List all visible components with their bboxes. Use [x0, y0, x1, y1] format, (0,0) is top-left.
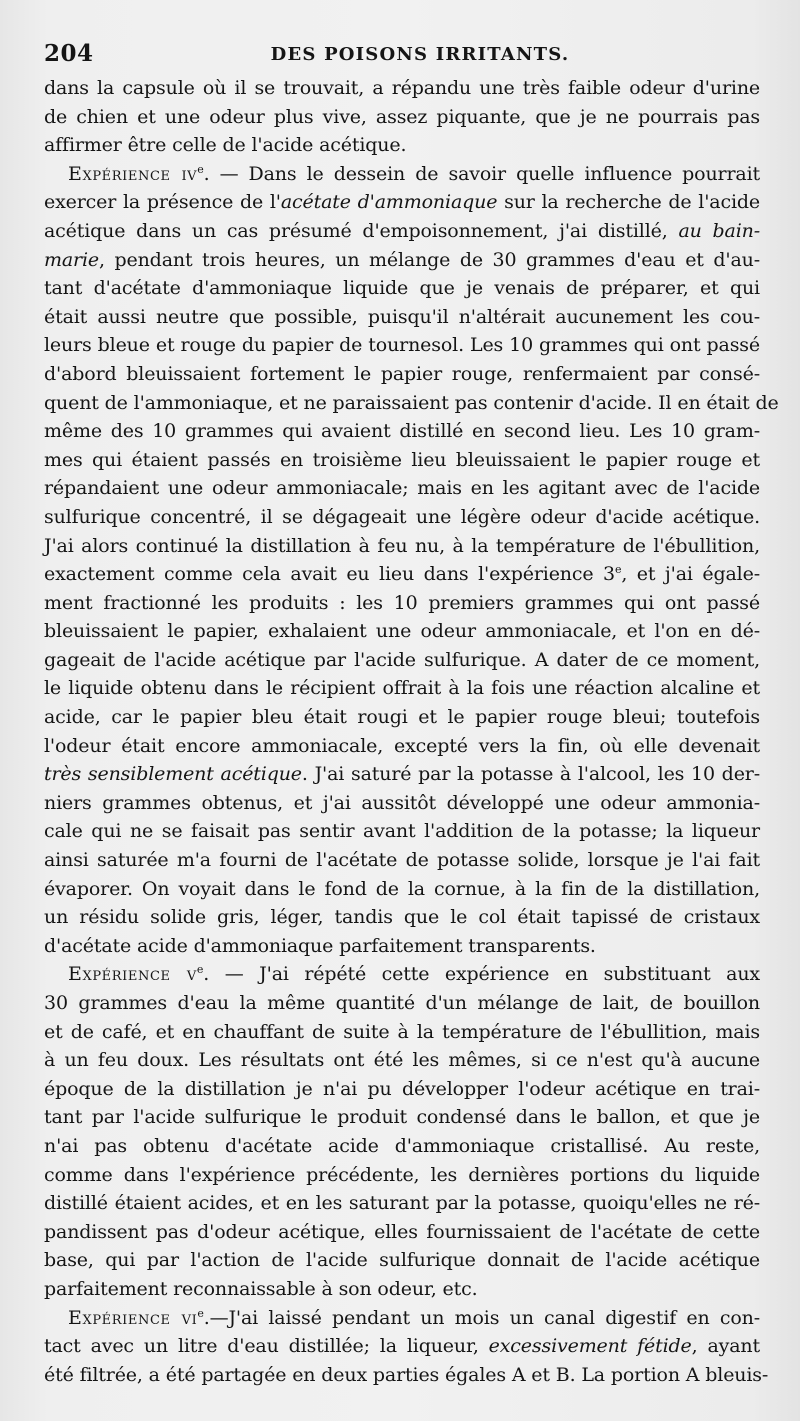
text-line: [44, 74, 760, 103]
line-text: le liquide obtenu dans le récipient offrait à la fois une réaction alcaline et: [44, 677, 760, 700]
text-line: [44, 589, 760, 618]
line-text: . J'ai saturé par la potasse à l'alcool, les 10 der-: [301, 763, 760, 786]
text-line: [44, 1075, 760, 1104]
ordinal-superscript: e: [196, 963, 204, 977]
text-line: [44, 160, 760, 189]
line-text: acétique dans un cas présumé d'empoisonnement, j'ai distillé,: [44, 219, 679, 242]
text-line: [44, 389, 779, 418]
text-line: [44, 246, 760, 275]
text-line: [44, 617, 760, 646]
line-text: .—J'ai laissé pendant un mois un canal digestif en con-: [203, 1306, 760, 1329]
page-number: 204: [44, 40, 94, 67]
line-text: gageait de l'acide acétique par l'acide sulfurique. A dater de ce moment,: [44, 648, 760, 671]
text-line: [44, 674, 760, 703]
line-text: tant par l'acide sulfurique le produit condensé dans le ballon, et que je: [44, 1106, 760, 1129]
text-line: [44, 732, 760, 761]
line-text: bleuissaient le papier, exhalaient une odeur ammoniacale, et l'on en dé-: [44, 620, 760, 643]
line-text: sur la recherche de l'acide: [497, 191, 760, 214]
experiment-label: Expérience iv: [68, 162, 198, 185]
experiment-label: Expérience v: [68, 963, 197, 986]
text-line: [44, 960, 760, 989]
line-text: même des 10 grammes qui avaient distillé en second lieu. Les 10 gram-: [44, 420, 760, 443]
line-text: acide, car le papier bleu était rougi et le papier rouge bleui; toutefois: [44, 706, 760, 729]
text-line: [44, 760, 760, 789]
line-text: . — Dans le dessein de savoir quelle influence pourrait: [203, 162, 760, 185]
ordinal-superscript: e: [197, 1306, 204, 1320]
text-line: [44, 360, 760, 389]
line-text: tact avec un litre d'eau distillée; la liqueur,: [44, 1335, 489, 1358]
text-line: [44, 1046, 760, 1075]
ordinal-superscript: e: [614, 563, 622, 577]
text-line: [44, 560, 760, 589]
line-text: , ayant: [691, 1335, 760, 1358]
italic-text: au bain-: [678, 219, 760, 242]
line-text: sulfurique concentré, il se dégageait une légère odeur d'acide acétique.: [44, 505, 760, 528]
line-text: J'ai alors continué la distillation à feu nu, à la température de l'ébullition,: [44, 534, 760, 557]
ordinal-superscript: e: [197, 162, 204, 176]
line-text: mes qui étaient passés en troisième lieu bleuissaient le papier rouge et: [44, 448, 760, 471]
line-text: exercer la présence de l': [44, 191, 281, 214]
text-line: [44, 1161, 760, 1190]
text-line: [44, 1246, 760, 1275]
italic-text: très sensiblement acétique: [44, 763, 302, 786]
line-text: base, qui par l'action de l'acide sulfurique donnait de l'acide acétique: [44, 1249, 760, 1272]
line-text: , et j'ai égale-: [621, 563, 760, 586]
line-text: 30 grammes d'eau la même quantité d'un mélange de lait, de bouillon: [44, 992, 760, 1014]
text-line: [44, 789, 760, 818]
text-line: [44, 1018, 760, 1047]
page-header: [44, 40, 756, 70]
line-text: leurs bleue et rouge du papier de tournesol. Les 10 grammes qui ont passé: [44, 334, 760, 357]
text-line: [44, 331, 760, 360]
text-line: [44, 1304, 760, 1333]
line-text: parfaitement reconnaissable à son odeur, etc.: [44, 1277, 478, 1300]
running-head: DES POISONS IRRITANTS.: [270, 44, 570, 65]
line-text: d'abord bleuissaient fortement le papier rouge, renfermaient par consé-: [44, 362, 760, 385]
text-line: [44, 1103, 760, 1132]
text-line: [44, 417, 760, 446]
line-text: l'odeur était encore ammoniacale, excepté vers la fin, où elle devenait: [44, 734, 760, 757]
italic-text: marie: [44, 248, 99, 271]
text-line: [44, 646, 760, 675]
line-text: d'acétate acide d'ammoniaque parfaitement transparents.: [44, 934, 596, 957]
line-text: de chien et une odeur plus vive, assez piquante, que je ne pourrais pas: [44, 105, 760, 128]
text-line: [44, 474, 760, 503]
italic-text: acétate d'ammoniaque: [280, 191, 498, 214]
text-line: [44, 131, 760, 160]
line-text: exactement comme cela avait eu lieu dans l'expérience 3: [44, 563, 615, 586]
text-line: [44, 932, 760, 961]
line-text: n'ai pas obtenu d'acétate acide d'ammoniaque cristallisé. Au reste,: [44, 1134, 760, 1157]
line-text: était aussi neutre que possible, puisqu'il n'altérait aucunement les cou-: [44, 305, 760, 328]
text-line: [44, 903, 760, 932]
line-text: . — J'ai répété cette expérience en substituant aux: [203, 963, 760, 986]
line-text: cale qui ne se faisait pas sentir avant l'addition de la potasse; la liqueur: [44, 820, 760, 843]
line-text: ment fractionné les produits : les 10 premiers grammes qui ont passé: [44, 591, 760, 614]
text-line: [44, 503, 760, 532]
line-text: pandissent pas d'odeur acétique, elles fournissaient de l'acétate de cette: [44, 1220, 760, 1243]
text-line: [44, 875, 760, 904]
line-text: comme dans l'expérience précédente, les dernières portions du liquide: [44, 1163, 760, 1186]
line-text: affirmer être celle de l'acide acétique.: [44, 134, 407, 157]
line-text: été filtrée, a été partagée en deux parties égales A et B. La portion A bleuis-: [44, 1363, 769, 1386]
text-line: [44, 989, 760, 1018]
line-text: répandaient une odeur ammoniacale; mais en les agitant avec de l'acide: [44, 477, 760, 500]
line-text: , pendant trois heures, un mélange de 30 grammes d'eau et d'au-: [99, 248, 760, 271]
text-line: [44, 446, 760, 475]
line-text: tant d'acétate d'ammoniaque liquide que je venais de préparer, et qui: [44, 277, 760, 300]
line-text: évaporer. On voyait dans le fond de la cornue, à la fin de la distillation,: [44, 877, 760, 900]
line-text: distillé étaient acides, et en les saturant par la potasse, quoiqu'elles ne ré-: [44, 1192, 760, 1215]
body-text: [44, 74, 779, 1389]
text-line: [44, 103, 760, 132]
text-line: [44, 532, 760, 561]
text-line: [44, 188, 760, 217]
line-text: et de café, et en chauffant de suite à la température de l'ébullition, mais: [44, 1020, 760, 1043]
experiment-label: Expérience vi: [68, 1306, 198, 1329]
text-line: [44, 1332, 760, 1361]
text-line: [44, 1275, 760, 1304]
text-line: [44, 846, 760, 875]
line-text: un résidu solide gris, léger, tandis que le col était tapissé de cristaux: [44, 906, 760, 929]
text-line: [44, 817, 760, 846]
text-line: [44, 1132, 760, 1161]
text-line: [44, 1218, 760, 1247]
text-line: [44, 217, 760, 246]
italic-text: excessivement fétide: [488, 1335, 692, 1358]
text-line: [44, 274, 760, 303]
text-line: [44, 703, 760, 732]
line-text: époque de la distillation je n'ai pu développer l'odeur acétique en trai-: [44, 1077, 760, 1100]
line-text: à un feu doux. Les résultats ont été les mêmes, si ce n'est qu'à aucune: [44, 1049, 760, 1072]
text-line: [44, 1361, 769, 1390]
text-line: [44, 1189, 760, 1218]
text-line: [44, 303, 760, 332]
line-text: dans la capsule où il se trouvait, a répandu une très faible odeur d'urine: [44, 77, 760, 99]
line-text: ainsi saturée m'a fourni de l'acétate de potasse solide, lorsque je l'ai fait: [44, 849, 760, 872]
line-text: quent de l'ammoniaque, et ne paraissaient pas contenir d'acide. Il en était de: [44, 391, 779, 414]
line-text: niers grammes obtenus, et j'ai aussitôt développé une odeur ammonia-: [44, 791, 760, 814]
